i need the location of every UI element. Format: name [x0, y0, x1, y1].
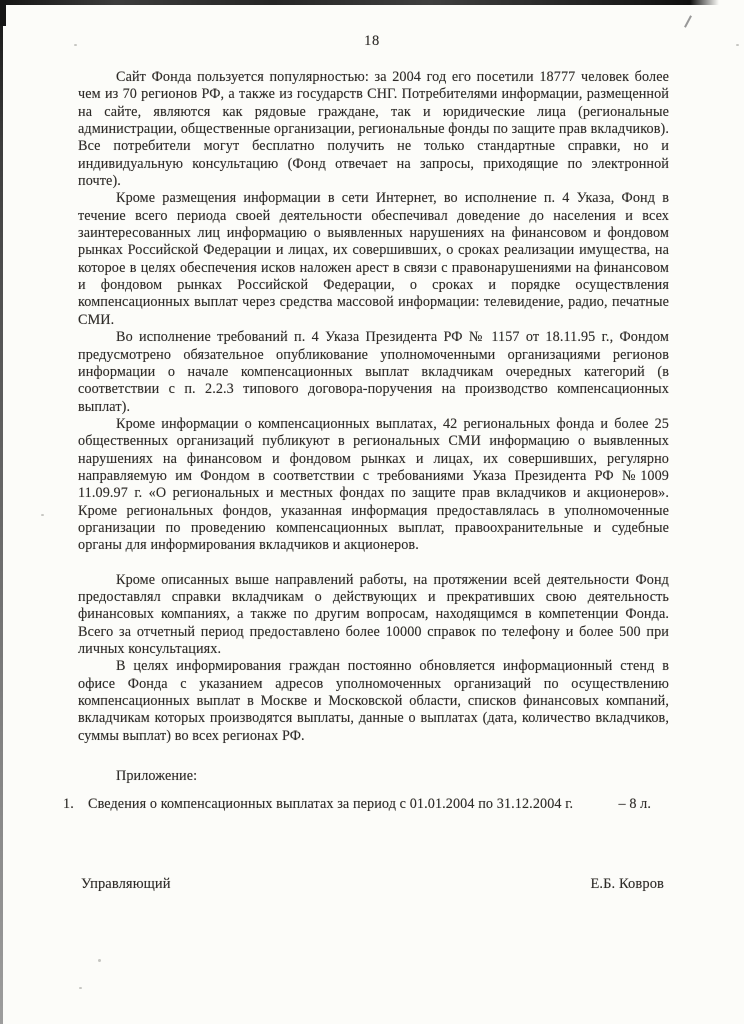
- scan-edge-top: [0, 0, 719, 5]
- signature-row: [81, 876, 664, 893]
- attachment-list-item: [63, 796, 669, 813]
- scan-speck: [98, 959, 101, 962]
- paragraph-internet-information: Кроме размещения информации в сети Интернет, во исполнение п. 4 Указа, Фонд в течение всего периода своей деятельности обеспечивал доведение до населения и всех заинтересованных лиц информацию о выявленных нарушениях на финансовом и фондовом рынках Российской Федерации и лицах, их совершивших, о сроках реализации имущества, на которое в целях обеспечения исков наложен арест в связи с правонарушениями на финансовом и фондовом рынках Российской Федерации, о сроках и порядке осуществления компенсационных выплат через средства массовой информации: телевидение, радио, печатные СМИ.: [78, 190, 669, 328]
- paragraph-information-stand: В целях информирования граждан постоянно обновляется информационный стенд в офисе Фонда с указанием адресов уполномоченных организаций по осуществлению компенсационных выплат в Москве и Московской области, списков финансовых компаний, вкладчикам которых производятся выплаты, данные о выплатах (дата, количество вкладчиков, суммы выплат) во всех регионах РФ.: [78, 658, 669, 744]
- attachment-item-text: Сведения о компенсационных выплатах за период с 01.01.2004 по 31.12.2004 г.: [88, 796, 574, 813]
- scan-speck: [79, 987, 82, 989]
- attachment-heading: Приложение:: [116, 768, 198, 785]
- scan-edge-left: [0, 0, 3, 1024]
- signature-title: Управляющий: [81, 876, 171, 892]
- scan-speck: [41, 514, 44, 516]
- scan-scratch-mark: [684, 15, 692, 27]
- paragraph-site-popularity: Сайт Фонда пользуется популярностью: за 2004 год его посетили 18777 человек более чем из 70 регионов РФ, а также из государств СНГ. Потребителями информации, размещенной на сайте, являются как рядовые граждане, так и юридические лица (региональные администрации, общественные организации, региональные фонды по защите прав вкладчиков). Все потребители могут бесплатно получить не только стандартные справки, но и индивидуальную консультацию (Фонд отвечает на запросы, приходящие по электронной почте).: [78, 69, 669, 190]
- attachment-item-number: 1.: [63, 796, 74, 813]
- paragraph-decree-1157: Во исполнение требований п. 4 Указа Президента РФ № 1157 от 18.11.95 г., Фондом предусмотрено обязательное опубликование уполномоченными организациями регионов информации о начале компенсационных выплат вкладчикам очередных категорий (в соответствии с п. 2.2.3 типового договора-поручения на производство компенсационных выплат).: [78, 329, 669, 415]
- document-body: [63, 69, 669, 814]
- paragraph-reference-services: Кроме описанных выше направлений работы, на протяжении всей деятельности Фонд предоставлял справки вкладчикам о действующих и прекративших свою деятельность финансовых компаниях, а также по другим вопросам, находящимся в компетенции Фонда. Всего за отчетный период предоставлено более 10000 справок по телефону и более 500 при личных консультациях.: [78, 571, 669, 657]
- attachment-item-page-count: – 8 л.: [618, 796, 651, 813]
- signature-name: Е.Б. Ковров: [590, 876, 664, 892]
- page-number: 18: [364, 33, 380, 49]
- paragraph-regional-funds-media: Кроме информации о компенсационных выплатах, 42 региональных фонда и более 25 общественных организаций публикуют в региональных СМИ информацию о выявленных нарушениях на финансовом и фондовом рынках и лицах, их совершивших, регулярно направляемую им Фондом в соответствии с требованиями Указа Президента РФ №1009 11.09.97 г. «О региональных и местных фондах по защите прав вкладчиков и акционеров». Кроме региональных фондов, указанная информация предоставлялась в уполномоченные организации по проведению компенсационных выплат, правоохранительные и судебные органы для информирования вкладчиков и акционеров.: [78, 415, 669, 554]
- scan-edge-corner: [0, 0, 6, 26]
